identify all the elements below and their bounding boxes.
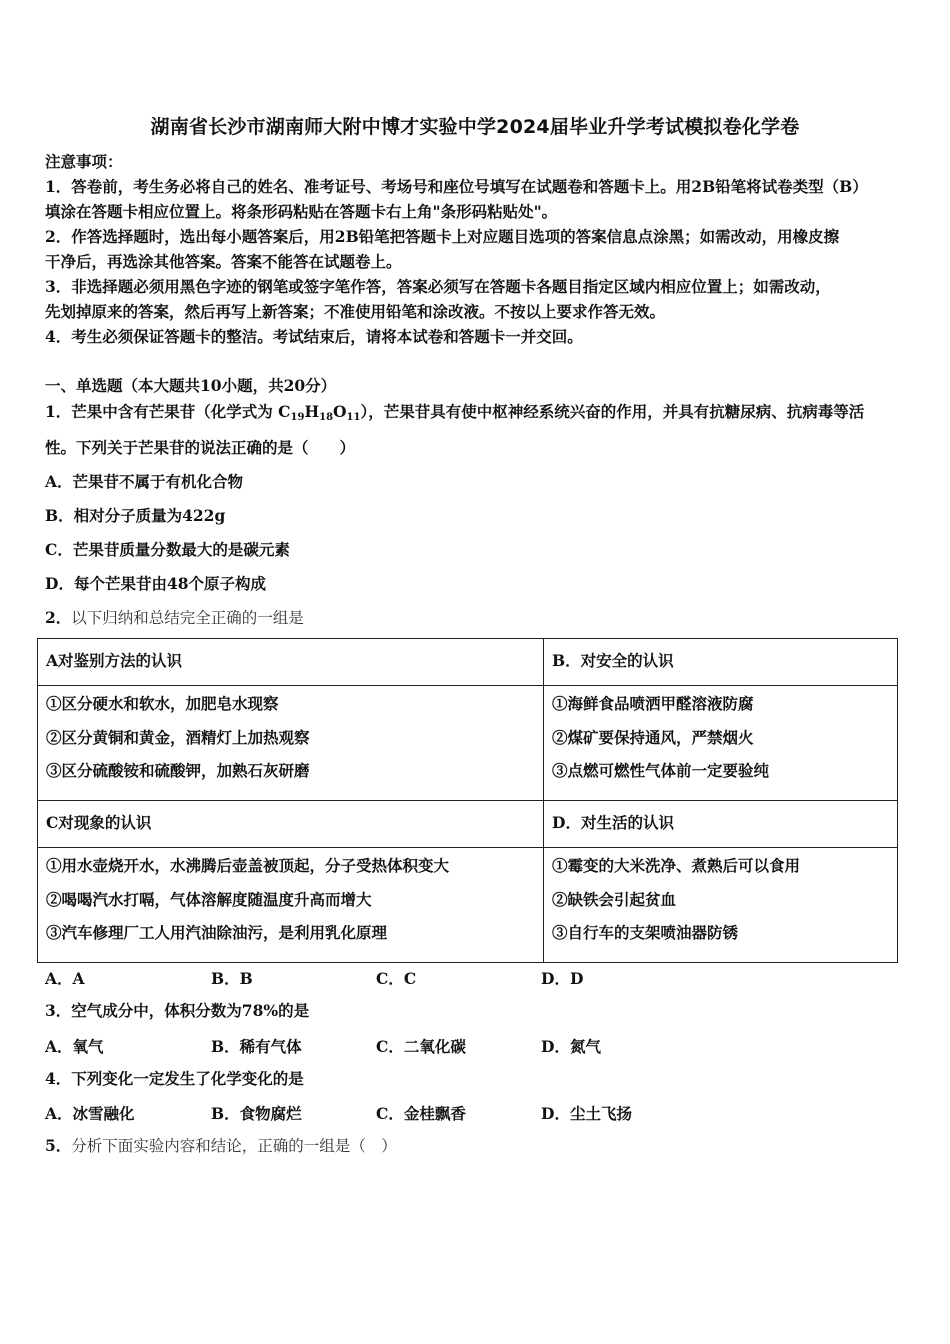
q2-a-item: ③区分硫酸铵和硫酸钾，加熟石灰研磨 [46,761,310,780]
q1-option-b[interactable]: B．相对分子质量为422g [45,506,226,525]
q1-option-a[interactable]: A．芒果苷不属于有机化合物 [45,472,244,491]
q1-stem-start: 1．芒果中含有芒果苷（化学式为 C [45,402,291,421]
page-title: 湖南省长沙市湖南师大附中博才实验中学2024届毕业升学考试模拟卷化学卷 [150,116,800,138]
q5-number: 5． [45,1136,72,1155]
q1-stem-cont: 性。下列关于芒果苷的说法正确的是（ ） [45,438,356,457]
notice-line: 先划掉原来的答案，然后再写上新答案；不准使用铅笔和涂改液。不按以上要求作答无效。 [45,302,666,321]
q2-b-item: ②煤矿要保持通风，严禁烟火 [552,727,754,747]
q2-cell-c [38,848,544,963]
q4-option-a[interactable]: A．冰雪融化 [45,1104,135,1123]
notice-line: 填涂在答题卡相应位置上。将条形码粘贴在答题卡右上角"条形码粘贴处"。 [45,202,558,221]
q2-c-item: ①用水壶烧开水，水沸腾后壶盖被顶起，分子受热体积变大 [46,856,450,875]
q2-head-c: C对现象的认识 [38,801,544,848]
q3-option-c[interactable]: C．二氧化碳 [376,1037,466,1056]
q2-d-item: ①霉变的大米洗净、煮熟后可以食用 [552,856,801,875]
q2-option-a[interactable]: A．A [45,969,85,988]
q2-a-item: ①区分硬水和软水，加肥皂水现察 [46,694,279,713]
notice-line: 4．考生必须保证答题卡的整洁。考试结束后，请将本试卷和答题卡一并交回。 [45,327,583,346]
q3-option-d[interactable]: D．氮气 [541,1037,601,1056]
q1-stem-end: ），芒果苷具有使中枢神经系统兴奋的作用，并具有抗糖尿病、抗病毒等活 [360,402,865,421]
q1-o: O [333,402,347,421]
q2-head-a: A对鉴别方法的认识 [38,639,544,686]
q2-stem-text: 以下归纳和总结完全正确的一组是 [71,609,304,627]
q1-sub-c: 19 [290,412,305,423]
q2-cell-d [544,848,898,963]
q1-sub-o: 11 [346,412,361,423]
q4-option-d[interactable]: D．尘土飞扬 [541,1104,632,1123]
notice-heading: 注意事项： [45,152,123,171]
q1-stem [45,402,864,422]
notice-line: 3．非选择题必须用黑色字迹的钢笔或签字笔作答，答案必须写在答题卡各题目指定区域内相应位置上；如需改动， [45,277,831,296]
q2-a-item: ②区分黄铜和黄金，酒精灯上加热观察 [46,727,310,747]
q2-table [37,638,898,963]
q2-d-item: ②缺铁会引起贫血 [552,889,677,909]
q1-h: H [304,402,320,421]
notice-line: 2．作答选择题时，选出每小题答案后，用2B铅笔把答题卡上对应题目选项的答案信息点涂黑；如需改动，用橡皮擦 [45,227,840,246]
q2-head-d: D．对生活的认识 [544,801,898,848]
q1-sub-h: 18 [319,412,334,423]
q2-number: 2． [45,608,72,627]
notice-line: 1．答卷前，考生务必将自己的姓名、准考证号、考场号和座位号填写在试题卷和答题卡上。用2B铅笔将试卷类型（B） [45,177,868,196]
q2-d-item: ③自行车的支架喷油器防锈 [552,923,739,942]
q4-stem: 4．下列变化一定发生了化学变化的是 [45,1069,304,1088]
q2-c-item: ③汽车修理厂工人用汽油除油污，是利用乳化原理 [46,923,388,942]
q5-stem [45,1136,397,1156]
q3-option-b[interactable]: B．稀有气体 [211,1037,302,1056]
q3-option-a[interactable]: A．氧气 [45,1037,104,1056]
q1-option-d[interactable]: D．每个芒果苷由48个原子构成 [45,574,267,593]
q4-option-c[interactable]: C．金桂飘香 [376,1104,466,1123]
q2-head-b: B．对安全的认识 [544,639,898,686]
q1-option-c[interactable]: C．芒果苷质量分数最大的是碳元素 [45,540,290,559]
q2-c-item: ②喝喝汽水打嗝，气体溶解度随温度升高而增大 [46,889,372,909]
q5-stem-text: 分析下面实验内容和结论，正确的一组是（ ） [71,1137,397,1155]
q2-cell-a [38,686,544,801]
q2-option-b[interactable]: B．B [211,969,253,988]
notice-line: 干净后，再选涂其他答案。答案不能答在试题卷上。 [45,252,402,271]
q2-b-item: ①海鲜食品喷洒甲醛溶液防腐 [552,694,754,713]
q4-option-b[interactable]: B．食物腐烂 [211,1104,302,1123]
q2-cell-b [544,686,898,801]
q2-option-d[interactable]: D．D [541,969,584,988]
q3-stem: 3．空气成分中，体积分数为78%的是 [45,1001,310,1020]
q2-option-c[interactable]: C．C [376,969,417,988]
q2-stem [45,608,304,628]
section-heading: 一、单选题（本大题共10小题，共20分） [45,376,337,395]
q2-b-item: ③点燃可燃性气体前一定要验纯 [552,761,770,780]
